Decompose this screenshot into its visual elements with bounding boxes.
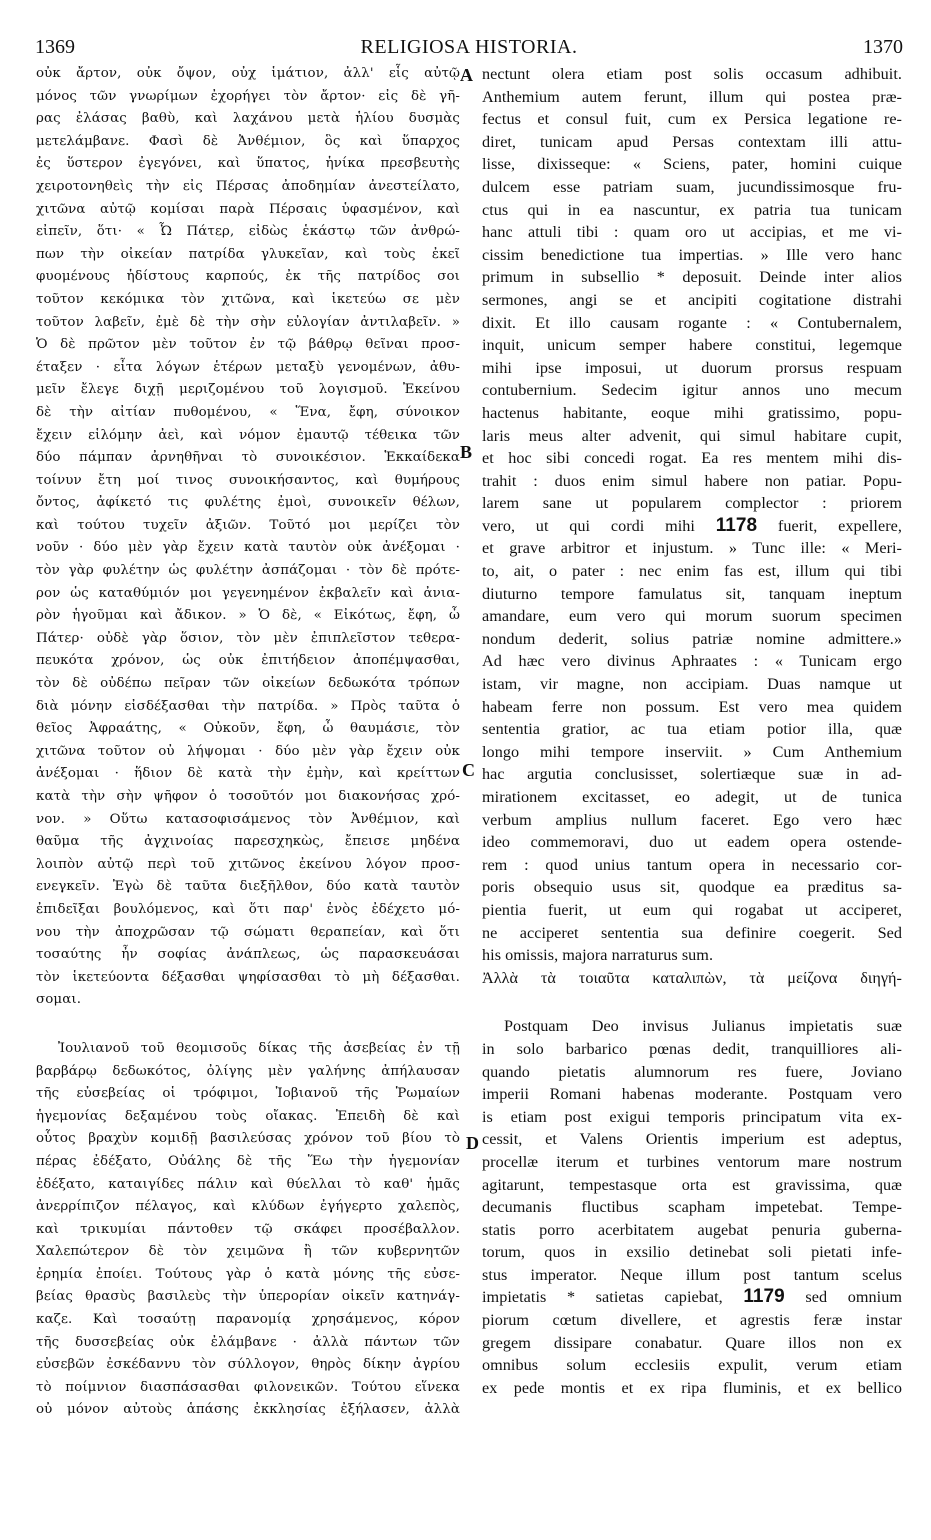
paragraph-gap [36,1012,460,1038]
greek-text-line: σομαι. [36,992,82,1008]
latin-text-line: agitarunt, tempestasque orta est gravissima, quæ [482,1175,902,1194]
latin-text-line: is etiam post exigui temporis principatum vita ex- [482,1107,902,1126]
latin-text-line: lisse, dixisseque: « Sciens, pater, homini cuique [482,155,902,174]
latin-text-line: imperii Romani habenas moderante. Postquam vero [482,1085,902,1104]
line-part: sed omnium [805,1288,902,1307]
paragraph-gap [482,989,902,1015]
greek-text-line: μεῖν ἔλεγε διχῇ μεριζομένου τοῦ λογισμοῦ. Ἐκείνου [36,382,460,398]
column-number: 1179 [743,1286,785,1308]
latin-text-line: hanc attuli tibi : quam oro ut accipias, et me vi- [482,223,902,242]
greek-text-line: νον. » Οὕτω κατασοφισάμενος τὸν Ἀνθέμιον, καὶ [36,811,460,827]
greek-text-line: εὐσεβῶν ἐσκέδαννυ τὸν σύλλογον, θηρὸς δίκην ἀγρίου [36,1357,460,1373]
latin-text-line: sermones, angi se et ancipiti cogitatione distrahi [482,290,902,309]
greek-text-line: τὸν δὲ οὐδέπω πεῖραν τῶν οἰκείων δεδωκότα τρόπων [36,676,460,692]
greek-text-line: τοῦτον κεκόμικα τὸν χιτῶνα, καὶ ἱκετεύω σε μὲν [36,291,460,307]
latin-text-line: diuturno tempore famulatus sit, tanquam ineptum [482,584,902,603]
latin-text-line: quando pietatis alumnorum res fuere, Joviano [482,1062,902,1081]
latin-text-line: hactenus habitante, eoque mihi gratissimo, popu- [482,403,902,422]
latin-text-line: fectus et consul fuit, cum ex Persica legatione re- [482,110,902,129]
latin-text-line: inquit, unicum semper habere constitui, legemque [482,336,902,355]
greek-text-line: κατὰ τὴν σὴν ψῆφον ὁ τοσοῦτόν μοι διακονήσας χρό- [36,789,460,804]
latin-text-line [482,515,902,538]
greek-text-line: Ὁ δὲ πρῶτον μὲν τοῦτον ἐν τῷ βάθρῳ θεῖναι προσ- [36,337,460,353]
greek-text-line: οὐ μόνον αὐτοὺς ἁπάσης ἐκκλησίας ἐξήλασεν, ἀλλὰ [36,1402,460,1418]
greek-text-line: διὰ μόνην εἰσδέξασθαι τὴν πατρίδα. » Πρὸς ταῦτα ὁ [36,698,460,714]
greek-text-line: νου τὴν ἀποχρῶσαν τῷ σώματι θεραπείαν, καὶ ὅτι [36,924,460,940]
greek-text-line: καζε. Καὶ τοσαύτῃ παρανομίᾳ χρησάμενος, κόρον [36,1312,460,1328]
greek-text-line: δὲ τὴν αἰτίαν πυθομένου, « Ἕνα, ἔφη, σύνοικον [36,404,460,420]
latin-text-line: nectunt olera etiam post solis occasum adhibuit. [482,65,902,83]
greek-text-line: καὶ τρικυμίαι πάντοθεν τῷ σκάφει προσέβαλλον. [36,1221,460,1237]
latin-text-line: longo mihi tempore inserviit. » Cum Anthemium [482,742,902,761]
latin-text-line: ideo commemoravi, duo ut eadem opera ostende- [482,833,902,852]
line-part: vero, ut qui cordi mihi [482,516,695,535]
greek-text-line: Πάτερ· οὐδὲ γὰρ ὅσιον, τὸν μὲν ἐπιπλεῖστον τεθερα- [36,630,460,646]
latin-text-line: ctus qui in ea nascuntur, ex patria tua tunicam [482,200,902,219]
latin-text-line: pientia fuerit, ut eum qui rogabat ut acciperet, [482,900,902,919]
latin-text-line: cessit, et Valens Orientis imperium est adeptus, [482,1130,902,1149]
latin-text-line: ne acciperet sententia sua definire coegerit. Sed [482,923,902,942]
greek-text-line: θαῦμα τῆς ἀγχινοίας παρεσχηκὼς, ἔπεισε μηδένα [36,834,460,850]
latin-text-line: procellæ iterum et turbines ventorum mare nostrum [482,1152,902,1171]
latin-text-line: his omissis, majora narraturus sum. [482,946,714,965]
greek-text-line: τὸ ποίμνιον διασπάσασθαι φιλονεικῶν. Τούτου εἵνεκα [36,1379,460,1395]
section-marker-d: D [466,1133,479,1153]
greek-text-line: τοῦτον λαβεῖν, ἐμὲ δὲ τὴν σὴν εὐλογίαν ἀντιλαβεῖν. » [36,314,460,330]
greek-text-line: χειροτονηθεὶς τὴν εἰς Πέρσας ἀποδημίαν ἀνεστείλατο, [36,178,460,194]
greek-text-line: ἐδέξατο, καταιγίδες πάλιν καὶ θύελλαι τὸ καθ' ἡμᾶς [36,1176,460,1192]
greek-text-line: ἐρημία ἐποίει. Τούτους γὰρ ὁ κατὰ μόνης τῆς εὐσε- [36,1266,460,1282]
latin-text-line: to, ait, o pater : nec enim fas est, illum qui tibi [482,562,902,581]
latin-text-line: istam, vir magne, non accipiam. Duas namque ut [482,675,902,694]
greek-text-line: τοσαύτης ἦν σοφίας ἀνάπλεως, ὡς παρασκευάσαι [36,947,460,963]
greek-text-line: δύο πάμπαν ἀρνηθῆναι τὸ συνοικέσιον. Ἑκκαίδεκα [36,450,460,466]
latin-text-line [482,1286,902,1309]
latin-text-line: decumanis fluctibus scapham impetebat. Tempe- [482,1198,902,1217]
latin-text-line: mihi ipse imposui, ut duorum prorsus respuam [482,358,902,377]
greek-text-line: τῆς εὐσεβείας οἱ τρόφιμοι, Ἰοβιανοῦ τῆς Ῥωμαίων [36,1086,460,1102]
greek-text-line: ρον ὡς καταθύμιόν μοι γεγενημένον ἐκβαλεῖν καὶ ἀνια- [36,585,460,601]
latin-text-line: dixit. Et illo causam rogante : « Contubernalem, [482,313,902,332]
greek-text-line: καὶ τούτου τυχεῖν ἀξιῶν. Τοῦτό μοι μερίζει τὸν [36,517,460,533]
latin-text-line: habeam ferre non possum. Est vero mea quidem [482,697,902,716]
page-number-right: 1370 [863,36,903,58]
latin-text-line: gregem dissipare conabatur. Quare illos non ex [482,1333,902,1352]
greek-text-line: οὗτος βραχὺν κομιδῇ βασιλεύσας χρόνον τοῦ βίου τὸ [36,1131,460,1147]
latin-text-line: contubernium. Sedecim igitur annos uno mecum [482,381,902,400]
greek-text-line: χιτῶνα αὐτῷ κομίσαι παρὰ Πέρσαις ὑφασμένον, καὶ [36,201,460,217]
greek-text-line: βαρβάρῳ δεδωκότος, ὀλίγης μὲν γαλήνης ἀπήλαυσαν [36,1063,460,1079]
greek-text-line: λοιπὸν αὐτῷ περὶ τοῦ χιτῶνος ἐκείνου λόγον προσ- [36,856,460,872]
greek-text-line: ἀνέξομαι · ἥδιον δὲ κατὰ τὴν ἐμὴν, καὶ κρείττων [36,766,460,782]
latin-text-line: in solo barbarico pœnas dedit, tranquilliores ali- [482,1039,902,1058]
latin-text-line: laris meus alter advenit, qui simul habitare cupit, [482,426,902,445]
section-marker-a: A [460,65,473,85]
latin-text-line: torum, quos in exsilio detinebat soli pietati infe- [482,1243,902,1262]
column-number: 1178 [715,514,758,536]
running-header [35,36,903,62]
greek-text-line: ἡγεμονίας δεξαμένου τοὺς οἴακας. Ἐπειδὴ δὲ καὶ [36,1108,460,1124]
greek-text-line: πων τὴν οἰκείαν πατρίδα γλυκεῖαν, καὶ τοὺς ἐκεῖ [36,246,460,262]
greek-text-line: μόνος τῶν γνωρίμων ἐχορήγει τὸν ἄρτον· εἰς δὲ γῆ- [36,88,460,104]
greek-text-line: πευκότα χρόνον, ὡς οὐκ ἐπιτήδειον ἀποπέμψασθαι, [36,653,460,669]
greek-text-line: έταξεν · εἶτα λόγων ἑτέρων μεταξὺ γενομένων, ἀθυ- [36,359,460,375]
latin-text-line: stus imperator. Neque illum post tantum scelus [482,1265,902,1284]
greek-text-line: Χαλεπώτερον δὲ τὸν χειμῶνα ἢ τῶν κυβερνητῶν [36,1244,460,1260]
greek-text-line: ἐς ὕστερον ἐγεγόνει, καὶ ὕπατος, ἡνίκα πρεσβευτὴς [36,156,460,172]
line-part: fuerit, expellere, [777,516,902,535]
latin-text-line: et hoc sibi concedi rogat. Ea res mentem mihi dis- [482,449,902,468]
latin-text-line: larem sane ut popularem complector : priorem [482,494,902,513]
greek-text-line: ενεγκεῖν. Ἐγὼ δὲ ταῦτα διεξῆλθον, δύο κατὰ ταυτὸν [36,879,460,895]
latin-text-line: et grave arbitror et injustum. » Tunc ille: « Meri- [482,539,902,558]
greek-text-line: ρας ἐλάσας βαθὺ, καὶ λαχάνου μετὰ ἡλίου δυσμὰς [36,111,460,127]
greek-text-line: φυομένους ἡδίστους καρπούς, ἐκ τῆς πατρίδος σοι [36,269,460,285]
latin-text-line: hac argutia conclusisset, solertiæque suæ in ad- [482,765,902,784]
greek-text-line: νοῦν · δύο μὲν γὰρ ἔχειν κατὰ ταυτὸν οὐκ ἀνέξομαι · [36,540,460,556]
greek-text-line: βείας θρασὺς βασιλεὺς τὴν ὑπερορίαν οἰκεῖν κατηνάγ- [36,1289,460,1305]
greek-text-line: εἰπεῖν, ὅτι· « Ὦ Πάτερ, εἰδὼς ἑκάστῳ τῶν ἀνθρώ- [36,224,460,240]
latin-text-line: nondum dederit, solius patriæ nomine admittere.» [482,629,902,648]
greek-text-line: θεῖος Ἀφραάτης, « Οὐκοῦν, ἔφη, ὦ θαυμάσιε, τὸν [36,721,460,737]
latin-text-line: poris obsequio usus sit, quodque ea præditus sa- [482,878,902,897]
latin-text-line: sententia gratior, ac tua etiam potior illa, quæ [482,720,902,739]
greek-text-line: τῆς δυσσεβείας οὐκ ἐλάμβανε · ἀλλὰ πάντων τῶν [36,1334,460,1350]
greek-text-line: τὸν γὰρ φυλέτην ὡς φυλέτην ἀσπάζομαι · τὸν δὲ πρότε- [36,563,460,579]
greek-text-line: ὄντος, ἀφίκετό τις φυλέτης ἐμοὶ, συνοικεῖν θέλων, [36,495,460,511]
latin-text-line: Ἀλλὰ τὰ τοιαῦτα καταλιπὼν, τὰ μείζονα διηγή- [482,968,902,987]
section-marker-c: C [462,760,475,780]
greek-text-line: Ἰουλιανοῦ τοῦ θεομισοῦς δίκας τῆς ἀσεβείας ἐν τῇ [58,1040,460,1056]
latin-text-line: statis porro acerbitatem augebat penuria guberna- [482,1220,902,1239]
latin-text-line: ex pede montis et ex ripa fluminis, et ex bellico [482,1378,902,1397]
latin-text-line: verbum amplius nullum faceret. Ego vero hæc [482,810,902,829]
greek-text-line: ἐπιδεῖξαι βουλόμενος, καὶ ὅτι παρ' ἑνὸς ἐδέχετο μό- [36,901,460,917]
latin-text-line: Postquam Deo invisus Julianus impietatis suæ [504,1017,902,1036]
greek-column [36,63,460,1422]
latin-text-line: dulcem esse patriam suam, jucundissimosque fru- [482,177,902,196]
latin-column [482,63,902,1399]
greek-text-line: οὐκ ἄρτον, οὐκ ὄψον, οὐχ ἱμάτιον, ἀλλ' εἷς αὐτῷ [36,66,460,81]
greek-text-line: ἔχειν εἱλόμην ἀεὶ, καὶ νόμον ἐμαυτῷ τέθεικα τῶν [36,427,460,443]
greek-text-line: τὸν ἱκετεύοντα δέξασθαι ψηφίσασθαι τὸ μὴ δέξασθαι. [36,969,460,985]
greek-text-line: τοίνυν ἔτη μοί τινος συνοικήσαντος, καὶ θυμήρους [36,472,460,488]
greek-text-line: μετελάμβανε. Φασὶ δὲ Ἀνθέμιον, ὃς καὶ ὕπαρχος [36,133,460,149]
page-number-left: 1369 [35,36,75,58]
latin-text-line: primum in subsellio * deposuit. Deinde inter alios [482,268,902,287]
latin-text-line: piorum cœtum divellere, et agrestis feræ instar [482,1311,902,1330]
greek-text-line: ἀνερρίπιζον πέλαγος, καὶ κλύδων ἐγήγερτο χαλεπὸς, [36,1199,460,1215]
latin-text-line: rem : quod unius tantum opera in necessario cor- [482,855,902,874]
latin-text-line: Anthemium autem ferunt, illum qui postea præ- [482,87,902,106]
running-title: RELIGIOSA HISTORIA. [360,36,578,58]
latin-text-line: amandare, eum vero qui morum suorum specimen [482,607,902,626]
latin-text-line: diret, tunicam apud Persas contextam illi attu- [482,132,902,151]
line-part: impietatis * satietas capiebat, [482,1288,723,1307]
latin-text-line: trahit : duos enim simul habere non patiar. Popu- [482,471,902,490]
latin-text-line: Ad hæc vero divinus Aphraates : « Tunicam ergo [482,652,902,671]
latin-text-line: omnibus solum ecclesiis expulit, verum etiam [482,1356,902,1375]
section-marker-b: B [460,442,473,462]
latin-text-line: cissim benedictione tua impertias. » Ille vero hanc [482,245,902,264]
greek-text-line: χιτῶνα τοῦτον οὐ λήψομαι · δύο μὲν γὰρ ἔχειν οὐκ [36,743,460,759]
greek-text-line: πέρας ἐδέξατο, Οὐάλης δὲ τῆς Ἕω τὴν ἡγεμονίαν [36,1153,460,1169]
greek-text-line: ρὸν ἡγοῦμαι καὶ ἄδικον. » Ὁ δὲ, « Εἰκότως, ἔφη, ὦ [36,608,460,624]
latin-text-line: mirationem excitasset, eo adegit, ut de tunica [482,788,902,806]
